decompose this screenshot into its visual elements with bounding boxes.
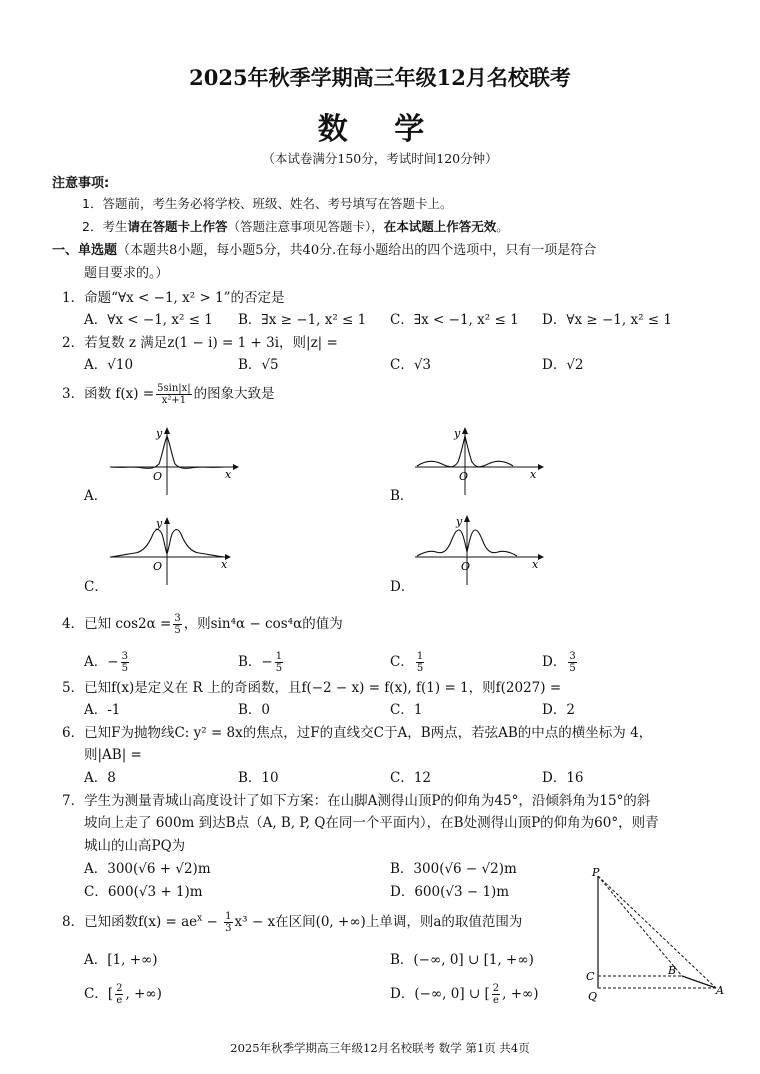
question-4-option-a-denominator: 5: [121, 663, 128, 674]
question-1-option-d: D．∀x ≥ −1, x² ≤ 1: [542, 312, 672, 328]
question-1-stem: 1．命题“∀x < −1, x² > 1”的否定是: [62, 290, 285, 306]
question-6-option-c: C．12: [390, 770, 432, 786]
question-4-fraction-denominator: 5: [174, 625, 181, 636]
graph-c-y-label: y: [156, 517, 163, 530]
graph-c-x-label: x: [221, 558, 228, 571]
question-2-option-b: B．√5: [238, 357, 279, 373]
question-4-stem-post: ，则sin⁴α − cos⁴α的值为: [183, 616, 343, 632]
mountain-figure: [580, 862, 730, 1008]
question-3-fraction: [156, 383, 192, 406]
question-4-option-d-fraction: [568, 651, 576, 674]
notice-item-2: [82, 217, 509, 235]
question-6-option-d: D．16: [542, 770, 584, 786]
graph-b-x-label: x: [530, 468, 537, 481]
question-7-stem: 7．学生为测量青城山高度设计了如下方案：在山脚A测得山顶P的仰角为45°，沿倾斜角为15°的斜: [62, 793, 651, 809]
question-4-option-c-numerator: 1: [416, 651, 424, 662]
question-7-option-d: D．600(√3 − 1)m: [390, 884, 510, 900]
graph-d-x-label: x: [532, 558, 539, 571]
graph-option-c: [105, 512, 245, 592]
question-4-option-a-fraction: [121, 651, 129, 674]
question-4-option-d-denominator: 5: [569, 663, 576, 674]
subject-title: 数 学: [317, 112, 443, 147]
question-4-option-b-numerator: 1: [275, 651, 283, 662]
question-8-option-c: [84, 982, 162, 1006]
exam-note: （本试卷满分150分，考试时间120分钟）: [262, 151, 498, 166]
question-4-option-d-label: D．: [542, 654, 567, 670]
graph-a-origin-label: O: [153, 470, 163, 483]
question-8-stem-exponent: x: [197, 913, 203, 924]
question-5-option-a: A．-1: [84, 702, 121, 718]
section-heading: 一、单选题: [52, 243, 118, 258]
question-8-option-c-numerator: 2: [116, 983, 123, 994]
question-4-option-b: [238, 650, 285, 674]
question-7-stem-line-2: 坡向上走了 600m 到达B点（A, B, P, Q在同一个平面内），在B处测得山顶P的仰角为60°，则青: [84, 815, 659, 831]
graph-option-b: [412, 422, 552, 502]
question-8-fraction-numerator: 1: [225, 911, 232, 922]
question-3-option-b: B．: [390, 488, 414, 504]
question-6-option-b: B．10: [238, 770, 279, 786]
question-5-option-d: D．2: [542, 702, 575, 718]
question-8-option-b: B．(−∞, 0] ∪ [1, +∞): [390, 952, 534, 968]
question-5-option-c: C．1: [390, 702, 423, 718]
question-8-option-a: A．[1, +∞): [84, 952, 158, 968]
question-5-option-b: B．0: [238, 702, 271, 718]
question-3-stem-pre: 3．函数 f(x) =: [62, 386, 155, 402]
page-title: 2025年秋季学期高三年级12月名校联考: [189, 65, 571, 90]
question-3-fraction-denominator: x²+1: [161, 395, 187, 406]
question-2-option-c: C．√3: [390, 357, 432, 373]
graph-b-origin-label: O: [459, 470, 469, 483]
question-4-option-a-label: A．−: [84, 654, 119, 670]
question-4-fraction: [173, 613, 181, 636]
question-8-option-d: [390, 982, 539, 1006]
question-4-option-c: [390, 650, 426, 674]
notice-item-2-bold-1: 请在答题卡上作答: [127, 219, 228, 234]
question-2-stem: 2．若复数 z 满足z(1 − i) = 1 + 3i，则|z| =: [62, 335, 338, 351]
question-3-option-d: D．: [390, 579, 415, 595]
question-4-option-c-label: C．: [390, 654, 414, 670]
question-3-stem: [62, 382, 275, 406]
notice-item-1: 1．答题前，考生务必将学校、班级、姓名、考号填写在答题卡上。: [82, 196, 453, 211]
question-8-option-d-fraction: [492, 983, 500, 1006]
question-4-option-b-label: B．−: [238, 654, 273, 670]
question-7-option-a: A．300(√6 + √2)m: [84, 861, 211, 877]
figure-label-c: C: [586, 970, 595, 983]
question-6-stem: 6．已知F为抛物线C: y² = 8x的焦点，过F的直线交C于A，B两点，若弦AB的中点的横坐标为 4，: [62, 725, 653, 741]
figure-label-a: A: [716, 984, 724, 997]
question-4-stem: [62, 612, 343, 636]
graph-b-y-label: y: [454, 427, 461, 440]
question-2-option-d: D．√2: [542, 357, 584, 373]
question-4-stem-pre: 4．已知 cos2α =: [62, 616, 172, 632]
notice-item-2-bold-2: 在本试题上作答无效: [383, 219, 497, 234]
question-1-option-a: A．∀x < −1, x² ≤ 1: [84, 312, 213, 328]
notice-item-2-pre: 2．考生: [82, 219, 128, 234]
question-8-fraction-denominator: 3: [225, 923, 232, 934]
question-5-stem: 5．已知f(x)是定义在 R 上的奇函数，且f(−2 − x) = f(x), f(1) = 1，则f(2027) =: [62, 680, 562, 696]
question-8-option-c-tail: , +∞): [125, 986, 162, 1002]
question-6-stem-line-2: 则|AB| =: [84, 747, 142, 763]
figure-label-q: Q: [588, 990, 598, 1003]
question-4-option-c-denominator: 5: [416, 663, 424, 674]
question-6-option-a: A．8: [84, 770, 116, 786]
question-7-option-b: B．300(√6 − √2)m: [390, 861, 517, 877]
question-4-option-c-fraction: [416, 651, 424, 674]
notice-heading: 注意事项:: [52, 176, 110, 191]
graph-d-origin-label: O: [461, 560, 471, 573]
graph-a-y-label: y: [156, 427, 163, 440]
notice-item-2-mid: （答题注意事项见答题卡），: [227, 219, 384, 234]
graph-c-origin-label: O: [153, 560, 163, 573]
question-8-option-c-fraction: [115, 983, 123, 1006]
question-8-option-d-tail: , +∞): [502, 986, 539, 1002]
question-7-stem-line-3: 城山的山高PQ为: [84, 838, 186, 854]
question-4-option-d: [542, 650, 579, 674]
question-4-option-b-fraction: [275, 651, 283, 674]
page-footer: 2025年秋季学期高三年级12月名校联考 数学 第1页 共4页: [230, 1041, 530, 1055]
question-7-option-c: C．600(√3 + 1)m: [84, 884, 203, 900]
section-desc-1: （本题共8小题，每小题5分，共40分.在每小题给出的四个选项中，只有一项是符合: [117, 243, 597, 258]
question-8-option-c-denominator: e: [116, 995, 123, 1006]
question-3-option-a: A．: [84, 488, 108, 504]
question-8-fraction: [224, 911, 232, 934]
notice-item-2-end: 。: [496, 219, 509, 234]
graph-option-a: [105, 422, 245, 502]
question-8-option-d-numerator: 2: [492, 983, 500, 994]
question-1-option-b: B．∃x ≥ −1, x² ≤ 1: [238, 312, 367, 328]
figure-label-b: B: [668, 964, 677, 977]
question-2-option-a: A．√10: [84, 357, 134, 373]
question-4-option-d-numerator: 3: [569, 651, 576, 662]
question-8-stem: [62, 910, 522, 934]
section-heading-line: [52, 239, 596, 258]
question-8-stem-pre: 8．已知函数f(x) = ae: [62, 914, 198, 930]
question-4-fraction-numerator: 3: [174, 613, 181, 624]
question-3-option-c: C．: [84, 579, 108, 595]
figure-label-p: P: [592, 866, 600, 879]
question-8-stem-mid: −: [202, 914, 223, 930]
question-3-fraction-numerator: 5sin|x|: [157, 383, 191, 394]
graph-a-x-label: x: [225, 468, 232, 481]
question-8-option-c-label: C．[: [84, 986, 114, 1002]
graph-option-d: [412, 512, 552, 592]
question-8-option-d-denominator: e: [492, 995, 499, 1006]
question-3-stem-post: 的图象大致是: [193, 386, 275, 402]
graph-d-y-label: y: [456, 515, 463, 528]
section-desc-2: 题目要求的。）: [84, 266, 169, 281]
question-8-option-d-label: D．(−∞, 0] ∪ [: [390, 986, 490, 1002]
question-1-option-c: C．∃x < −1, x² ≤ 1: [390, 312, 519, 328]
question-4-option-a: [84, 650, 131, 674]
question-4-option-a-numerator: 3: [121, 651, 128, 662]
question-4-option-b-denominator: 5: [275, 663, 283, 674]
question-8-stem-post: x³ − x在区间(0, +∞)上单调，则a的取值范围为: [234, 914, 523, 930]
